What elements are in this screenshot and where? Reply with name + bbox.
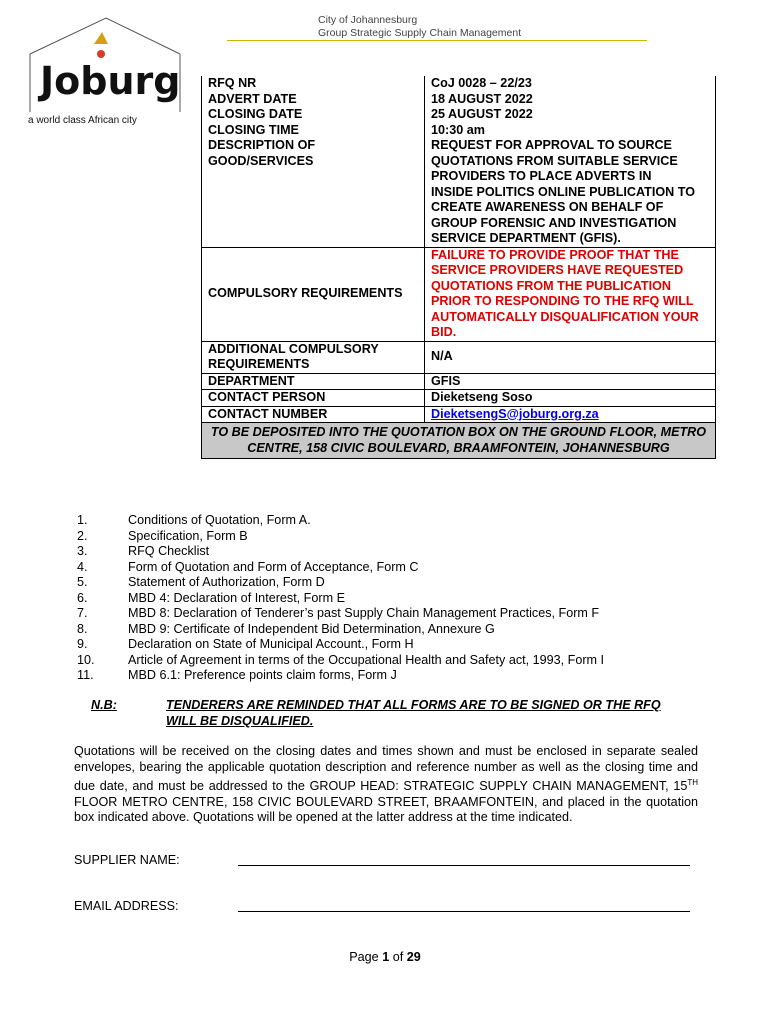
compulsory-value: FAILURE TO PROVIDE PROOF THAT THE SERVICE PROVIDERS HAVE REQUESTED QUOTATIONS FROM THE PUBLICATION PRIOR TO RESPONDING TO THE RFQ WILL AUTOMATICALLY DISQUALIFICATION YOUR BID. — [425, 247, 716, 341]
nb-key: N.B: — [91, 698, 117, 712]
email-address-line[interactable] — [238, 899, 690, 912]
contact-email-link[interactable]: DieketsengS@joburg.org.za — [431, 406, 599, 421]
header-org: City of Johannesburg — [318, 14, 418, 26]
supplier-name-field — [74, 853, 180, 867]
contact-person-label: CONTACT PERSON — [202, 390, 425, 407]
advert-date-value: 18 AUGUST 2022 — [425, 92, 716, 108]
compulsory-label: COMPULSORY REQUIREMENTS — [202, 247, 425, 341]
list-item: 10. Article of Agreement in terms of the Occupational Health and Safety act, 1993, Form I — [77, 652, 605, 667]
page-header — [318, 14, 521, 40]
advert-date-label: ADVERT DATE — [202, 92, 425, 108]
list-item: 4. Form of Quotation and Form of Acceptance, Form C — [77, 559, 419, 574]
email-address-field — [74, 899, 179, 913]
list-item: 2. Specification, Form B — [77, 528, 248, 543]
supplier-name-line[interactable] — [238, 853, 690, 866]
department-label: DEPARTMENT — [202, 373, 425, 390]
closing-time-label: CLOSING TIME — [202, 123, 425, 139]
deposit-note: TO BE DEPOSITED INTO THE QUOTATION BOX ON THE GROUND FLOOR, METRO CENTRE, 158 CIVIC BOULEVARD, BRAAMFONTEIN, JOHANNESBURG — [202, 423, 716, 459]
list-item: 6. MBD 4: Declaration of Interest, Form E — [77, 590, 345, 605]
closing-time-value: 10:30 am — [425, 123, 716, 139]
logo-wordmark: Joburg — [40, 59, 181, 103]
rfq-nr-label: RFQ NR — [202, 76, 425, 92]
description-value: REQUEST FOR APPROVAL TO SOURCE QUOTATIONS FROM SUITABLE SERVICE PROVIDERS TO PLACE ADVERTS IN INSIDE POLITICS ONLINE PUBLICATION TO CREATE AWARENESS ON BEHALF OF GROUP FORENSIC AND INVESTIGATION SERVICE DEPARTMENT (GFIS). — [425, 138, 716, 247]
contact-number-label: CONTACT NUMBER — [202, 406, 425, 423]
additional-label: ADDITIONAL COMPULSORY REQUIREMENTS — [202, 341, 425, 373]
list-item: 3. RFQ Checklist — [77, 544, 210, 558]
supplier-name-label: SUPPLIER NAME: — [74, 853, 180, 867]
list-item: 1. Conditions of Quotation, Form A. — [77, 513, 311, 527]
list-item: 8. MBD 9: Certificate of Independent Bid Determination, Annexure G — [77, 621, 495, 636]
instructions-paragraph: Quotations will be received on the closing dates and times shown and must be enclosed in separate sealed envelopes, bearing the applicable quotation description and reference number as well as the closing time and due date, and must be addressed to the GROUP HEAD: STRATEGIC SUPPLY CHAIN MANAGEMENT, 15TH FLOOR METRO CENTRE, 158 CIVIC BOULEVARD STREET, BRAAMFONTEIN, and placed in the quotation box indicated above. Quotations will be opened at the latter address at the time indicated. — [74, 744, 698, 825]
nb-text: TENDERERS ARE REMINDED THAT ALL FORMS ARE TO BE SIGNED OR THE RFQ WILL BE DISQUALIFIED. — [166, 698, 661, 728]
description-label: DESCRIPTION OF GOOD/SERVICES — [202, 138, 425, 247]
rfq-info-table — [201, 76, 716, 459]
contact-person-value: Dieketseng Soso — [425, 390, 716, 407]
additional-value: N/A — [425, 341, 716, 373]
email-address-label: EMAIL ADDRESS: — [74, 899, 179, 913]
list-item: 5. Statement of Authorization, Form D — [77, 575, 325, 589]
closing-date-label: CLOSING DATE — [202, 107, 425, 123]
header-unit: Group Strategic Supply Chain Management — [318, 27, 522, 39]
list-item: 11. MBD 6.1: Preference points claim forms, Form J — [77, 668, 397, 682]
list-item: 9. Declaration on State of Municipal Account., Form H — [77, 637, 414, 651]
forms-list — [77, 513, 604, 684]
logo-tagline: a world class African city — [28, 115, 137, 126]
closing-date-value: 25 AUGUST 2022 — [425, 107, 716, 123]
department-value: GFIS — [425, 373, 716, 390]
header-rule — [227, 40, 647, 41]
list-item: 7. MBD 8: Declaration of Tenderer’s past Supply Chain Management Practices, Form F — [77, 606, 600, 620]
page-number: Page 1 of 29 — [349, 950, 421, 964]
rfq-nr-value: CoJ 0028 – 22/23 — [425, 76, 716, 92]
